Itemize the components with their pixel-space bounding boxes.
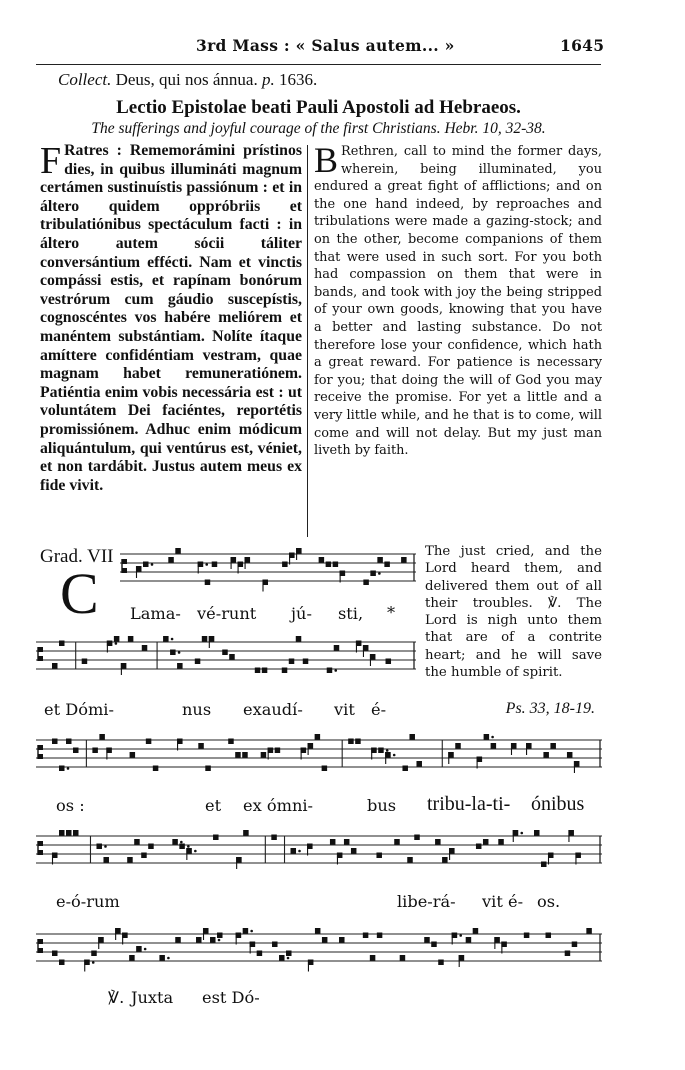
- neume: [82, 659, 88, 665]
- neume: [330, 839, 336, 845]
- lyric-syllable: é-: [371, 700, 387, 719]
- neume: [344, 839, 350, 845]
- neume: [243, 928, 249, 934]
- neume: [289, 659, 295, 665]
- lyric-syllable: Juxta: [131, 988, 174, 1007]
- gradual-label: Grad. VII: [40, 546, 114, 567]
- neume: [376, 853, 382, 859]
- neume: [66, 739, 72, 745]
- neume: [141, 853, 147, 859]
- mora-dot: [287, 957, 290, 960]
- mora-dot: [459, 934, 462, 937]
- neume: [491, 743, 497, 749]
- collect-label: Collect.: [58, 70, 112, 89]
- lyric-syllable: ex ómni-: [243, 796, 314, 815]
- neume: [546, 933, 552, 939]
- neume: [402, 766, 408, 772]
- neume: [255, 668, 261, 674]
- gradual-english: The just cried, and the Lord heard them, and delivered them out of all their troubles. ℣. The Lord is nigh unto them that are of a contrite heart; and he will save the humble of spirit.: [425, 544, 602, 681]
- neume: [205, 766, 211, 772]
- lyric-syllable: e-ó-rum: [56, 892, 120, 911]
- neume: [286, 951, 292, 957]
- mora-dot: [167, 957, 170, 960]
- neume: [483, 839, 489, 845]
- chant-staff-2: [36, 636, 416, 684]
- clef-mark: [38, 754, 43, 759]
- neume: [91, 951, 97, 957]
- neume: [243, 830, 249, 836]
- clef-mark: [122, 568, 127, 573]
- neume: [52, 739, 58, 745]
- mora-dot: [115, 642, 118, 645]
- mora-dot: [298, 850, 301, 853]
- collect-page-ref-abbr: p.: [261, 70, 275, 89]
- mora-dot: [250, 930, 253, 933]
- neume: [409, 734, 415, 740]
- lyric-syllable: ónibus: [531, 793, 585, 815]
- mora-dot: [218, 939, 221, 942]
- neume: [333, 562, 339, 568]
- versicle-sign: ℣.: [108, 988, 125, 1007]
- neume: [96, 844, 102, 850]
- neume: [355, 739, 361, 745]
- neume: [322, 937, 328, 943]
- mora-dot: [92, 961, 95, 964]
- neume: [348, 739, 354, 745]
- latin-text: Ratres : Rememorámini prístinos dies, in quibus illumináti magnum certámen sustinuístis passiónum : et in áltero quidem oppróbriis et tribulatiónibus spectáculum facti : in áltero autem sócii táliter conversántium effécti. Nam et vinctis compássi estis, et rapínam bonórum vestrórum cum gáudio suscepístis, cognoscéntes vos habére meliórem et manéntem substántiam. Nolíte ítaque amíttere confidéntiam vestram, quae magnam habet remuneratiónem. Patiéntia enim vobis necessária est : ut voluntátem Dei faciéntes, reportétis promissiónem. Adhuc enim módicum aliquántulum, qui ventúrus est, véniet, et non tardábit. Justus autem meus ex fide vivit.: [40, 142, 302, 494]
- neume: [442, 857, 448, 863]
- mora-dot: [187, 845, 190, 848]
- neume: [271, 835, 277, 841]
- collect-line: [58, 70, 317, 90]
- mora-dot: [334, 669, 337, 672]
- neume: [59, 641, 65, 647]
- mora-dot: [171, 638, 174, 641]
- lyric-syllable: est Dó-: [202, 988, 260, 1007]
- neume: [235, 752, 241, 758]
- neume: [524, 933, 530, 939]
- latin-drop-initial: F: [40, 140, 62, 182]
- neume: [291, 848, 297, 854]
- neume: [172, 839, 178, 845]
- clef-mark: [38, 841, 43, 846]
- lyric-syllable: os :: [56, 796, 85, 815]
- collect-page-ref-num: 1636.: [274, 70, 318, 89]
- neume: [416, 761, 422, 767]
- neume: [59, 830, 65, 836]
- neume: [159, 955, 165, 961]
- mora-dot: [520, 832, 523, 835]
- chant-staff-3: [36, 734, 602, 782]
- lyric-syllable: jú-: [291, 604, 312, 623]
- neume: [363, 933, 369, 939]
- neume: [177, 663, 183, 669]
- neume: [163, 636, 169, 642]
- neume: [170, 650, 176, 656]
- neume: [128, 636, 133, 642]
- neume: [175, 548, 181, 554]
- neume: [377, 933, 383, 939]
- neume: [213, 835, 219, 841]
- mora-dot: [393, 754, 396, 757]
- clef-mark: [38, 647, 43, 652]
- mora-dot: [205, 563, 208, 566]
- mora-dot: [180, 841, 183, 844]
- lyric-syllable: tribu-la-ti-: [427, 793, 511, 815]
- clef-mark: [38, 948, 43, 953]
- page-number: 1645: [560, 36, 605, 55]
- lyric-asterisk: *: [387, 603, 396, 622]
- neume: [543, 752, 549, 758]
- neume: [327, 668, 333, 674]
- neume: [386, 659, 392, 665]
- neume: [59, 960, 65, 966]
- neume: [401, 557, 407, 563]
- neume: [498, 839, 504, 845]
- neume: [114, 636, 120, 642]
- header-rule: [36, 64, 601, 65]
- neume: [476, 844, 482, 850]
- gradual-initial: C: [60, 561, 99, 626]
- lyric-syllable: bus: [367, 796, 397, 815]
- neume: [73, 748, 79, 754]
- neume: [129, 955, 135, 961]
- collect-text: Deus, qui nos ánnua.: [111, 70, 262, 89]
- mora-dot: [378, 572, 381, 575]
- neume: [195, 659, 201, 665]
- neume: [319, 557, 325, 563]
- neume: [431, 942, 437, 948]
- neume: [370, 571, 376, 577]
- neume: [52, 663, 58, 669]
- mora-dot: [194, 850, 197, 853]
- neume: [134, 839, 140, 845]
- neume: [205, 580, 211, 586]
- clef-mark: [122, 559, 127, 564]
- english-drop-initial: B: [314, 140, 339, 180]
- neume: [400, 955, 406, 961]
- lyric-syllable: et Dómi-: [44, 700, 114, 719]
- neume: [384, 562, 390, 568]
- neume: [196, 937, 202, 943]
- lesson-title: Lectio Epistolae beati Pauli Apostoli ad Hebraeos.: [116, 97, 521, 118]
- clef-mark: [38, 939, 43, 944]
- neume: [567, 752, 573, 758]
- neume: [334, 645, 340, 651]
- neume: [424, 937, 430, 943]
- neume: [130, 752, 136, 758]
- neume: [534, 830, 540, 836]
- neume: [59, 766, 65, 772]
- neume: [202, 636, 208, 642]
- neume: [378, 748, 384, 754]
- lyric-syllable: sti,: [338, 604, 364, 623]
- lesson-subtitle: The sufferings and joyful courage of the first Christians. Hebr. 10, 32-38.: [91, 120, 546, 137]
- neume: [175, 937, 181, 943]
- neume: [153, 766, 159, 772]
- neume: [466, 937, 472, 943]
- latin-column: [40, 142, 302, 495]
- neume: [198, 743, 204, 749]
- neume: [148, 844, 154, 850]
- neume: [99, 734, 105, 740]
- mora-dot: [104, 845, 107, 848]
- neume: [339, 937, 345, 943]
- neume: [394, 839, 400, 845]
- chant-staff-5: [36, 928, 602, 976]
- lyric-syllable: os.: [537, 892, 561, 911]
- lyric-syllable: nus: [182, 700, 212, 719]
- neume: [315, 734, 321, 740]
- lyric-syllable: vé-runt: [197, 604, 257, 623]
- neume: [146, 739, 152, 745]
- mora-dot: [67, 767, 70, 770]
- neume: [282, 562, 288, 568]
- neume: [296, 636, 302, 642]
- lyric-syllable: exaudí-: [243, 700, 303, 719]
- neume: [414, 835, 420, 841]
- mora-dot: [151, 563, 154, 566]
- neume: [103, 857, 109, 863]
- neume: [73, 830, 79, 836]
- neume: [222, 650, 228, 656]
- neume: [377, 557, 383, 563]
- neume: [279, 955, 285, 961]
- neume: [438, 960, 444, 966]
- clef-mark: [38, 745, 43, 750]
- chant-staff-4: [36, 830, 602, 878]
- neume: [179, 844, 185, 850]
- neume: [586, 928, 592, 934]
- neume: [212, 562, 218, 568]
- neume: [435, 839, 441, 845]
- neume: [363, 580, 369, 586]
- neume: [572, 942, 578, 948]
- mora-dot: [178, 651, 181, 654]
- lyric-syllable: libe-rá-: [397, 892, 456, 911]
- neume: [272, 942, 278, 948]
- clef-mark: [38, 656, 43, 661]
- neume: [262, 668, 268, 674]
- mora-dot: [144, 948, 147, 951]
- neume: [66, 830, 72, 836]
- neume: [228, 739, 234, 745]
- neume: [92, 748, 98, 754]
- neume: [142, 645, 148, 651]
- neume: [351, 848, 357, 854]
- neume: [541, 862, 547, 868]
- chant-staff-1: [120, 548, 416, 596]
- neume: [370, 955, 376, 961]
- neume: [136, 946, 142, 952]
- neume: [407, 857, 413, 863]
- english-column: [314, 140, 602, 460]
- neume: [484, 734, 490, 740]
- running-header: 3rd Mass : « Salus autem... »: [196, 36, 455, 55]
- neume: [565, 951, 571, 957]
- neume: [473, 928, 479, 934]
- neume: [322, 766, 328, 772]
- english-text: Rethren, call to mind the former days, wherein, being illuminated, you endured a great fight of afflictions; and on the one hand indeed, by reproaches and tribulations were made a gazing-stock; and on the other, become companions of them that were used in such sort. For you both had compassion on them that were in bands, and took with joy the being stripped of your own goods, knowing that you have a better and lasting substance. Do not therefore lose your confidence, which hath a great reward. For patience is necessary for you; that doing the will of God you may receive the promise. For yet a little and a very little while, and he that is to come, will come and will not delay. But my just man liveth by faith.: [314, 144, 602, 459]
- neume: [127, 857, 132, 863]
- neume: [217, 933, 223, 939]
- clef-mark: [38, 850, 43, 855]
- lyric-syllable: vit: [482, 892, 503, 911]
- neume: [261, 752, 267, 758]
- neume: [550, 743, 556, 749]
- neume: [257, 951, 263, 957]
- mora-dot: [386, 749, 389, 752]
- neume: [210, 937, 216, 943]
- neume: [315, 928, 321, 934]
- neume: [455, 743, 461, 749]
- neume: [275, 748, 281, 754]
- neume: [326, 562, 332, 568]
- neume: [168, 557, 174, 563]
- neume: [143, 562, 149, 568]
- neume: [52, 951, 58, 957]
- neume: [229, 654, 235, 660]
- lyric-syllable: et: [205, 796, 222, 815]
- column-divider: [307, 145, 308, 537]
- neume: [242, 752, 248, 758]
- lyric-syllable: vit: [334, 700, 355, 719]
- lyric-syllable: Lama-: [130, 604, 181, 623]
- neume: [303, 659, 309, 665]
- mora-dot: [491, 736, 494, 739]
- lyric-syllable: é-: [508, 892, 524, 911]
- psalm-reference: Ps. 33, 18-19.: [505, 700, 595, 717]
- neume: [282, 668, 288, 674]
